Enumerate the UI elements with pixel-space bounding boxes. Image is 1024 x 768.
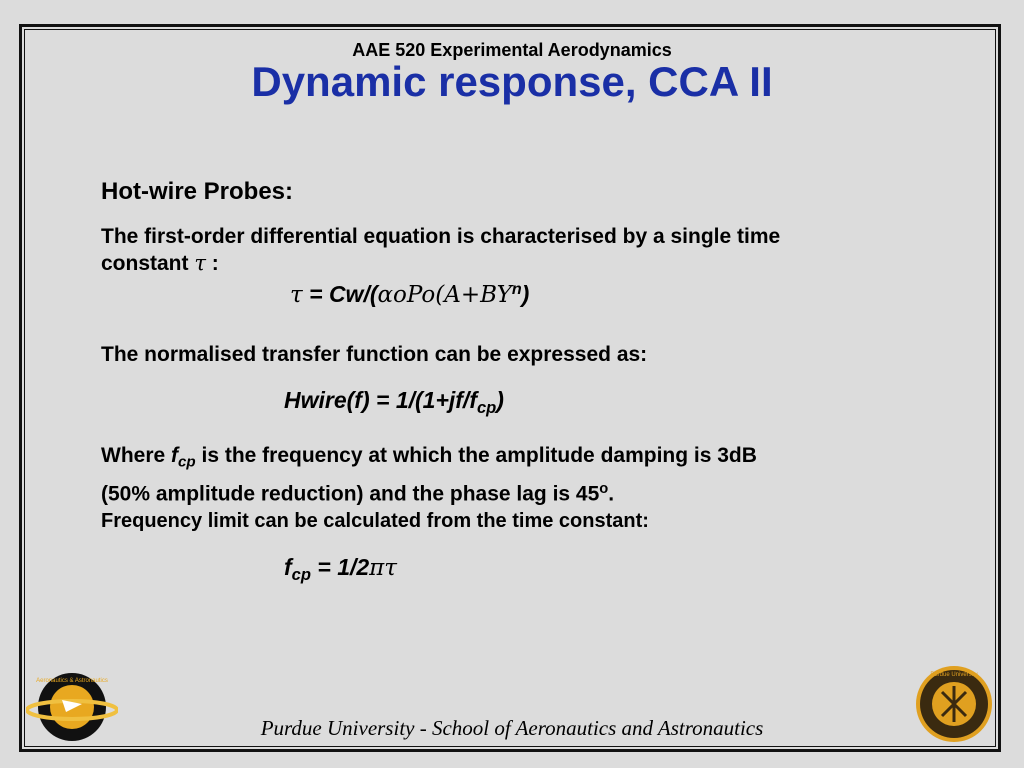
text: :	[205, 252, 219, 275]
tau-symbol: τ	[194, 251, 206, 275]
equation-time-constant	[290, 280, 529, 308]
equation-text: )	[496, 387, 504, 413]
footer-text: Purdue University - School of Aeronautics and Astronautics	[260, 716, 764, 740]
paragraph-line: The first-order differential equation is characterised by a single time	[101, 225, 781, 248]
f-symbol: f	[284, 554, 292, 580]
equation-text: = Cw/(	[302, 281, 378, 308]
equation-text: = 1/2	[310, 554, 370, 580]
text: is the frequency at which the amplitude damping is 3dB	[195, 444, 757, 467]
paragraph-frequency-limit: Frequency limit can be calculated from the time constant:	[101, 510, 649, 532]
paragraph-line	[101, 443, 901, 476]
slide-frame-inner	[24, 29, 996, 747]
equation-frequency-limit	[284, 554, 397, 585]
paragraph-transfer-function: The normalised transfer function can be expressed as:	[101, 343, 648, 366]
subscript: cp	[476, 397, 497, 417]
tau-symbol: τ	[290, 282, 303, 309]
subscript: cp	[291, 564, 311, 584]
paragraph-time-constant	[101, 224, 901, 277]
pi-tau-symbols: πτ	[369, 555, 398, 581]
text: .	[608, 481, 615, 505]
equation-text: )	[521, 281, 530, 308]
equation-text: Hwire(f) = 1/(1+jf/f	[284, 387, 477, 413]
text: constant	[101, 252, 195, 275]
degree-superscript: o	[599, 480, 609, 497]
slide-title: Dynamic response, CCA II	[251, 58, 773, 105]
paragraph-line	[101, 476, 901, 507]
course-name: AAE 520 Experimental Aerodynamics	[352, 40, 672, 60]
equation-transfer-function	[284, 387, 504, 418]
f-symbol: f	[171, 444, 179, 467]
logo-lettering: Aeronautics & Astronautics	[36, 678, 108, 684]
paragraph-line	[101, 250, 901, 277]
subscript: cp	[178, 453, 196, 471]
exponent: n	[511, 280, 522, 298]
text: (50% amplitude reduction) and the phase lag is 45	[101, 481, 600, 505]
paragraph-cutoff	[101, 443, 901, 507]
section-heading: Hot-wire Probes:	[101, 178, 294, 205]
logo-lettering: Purdue University	[930, 672, 978, 678]
text: Where	[101, 444, 172, 467]
equation-symbols: αoPo(A+BY	[377, 282, 512, 309]
